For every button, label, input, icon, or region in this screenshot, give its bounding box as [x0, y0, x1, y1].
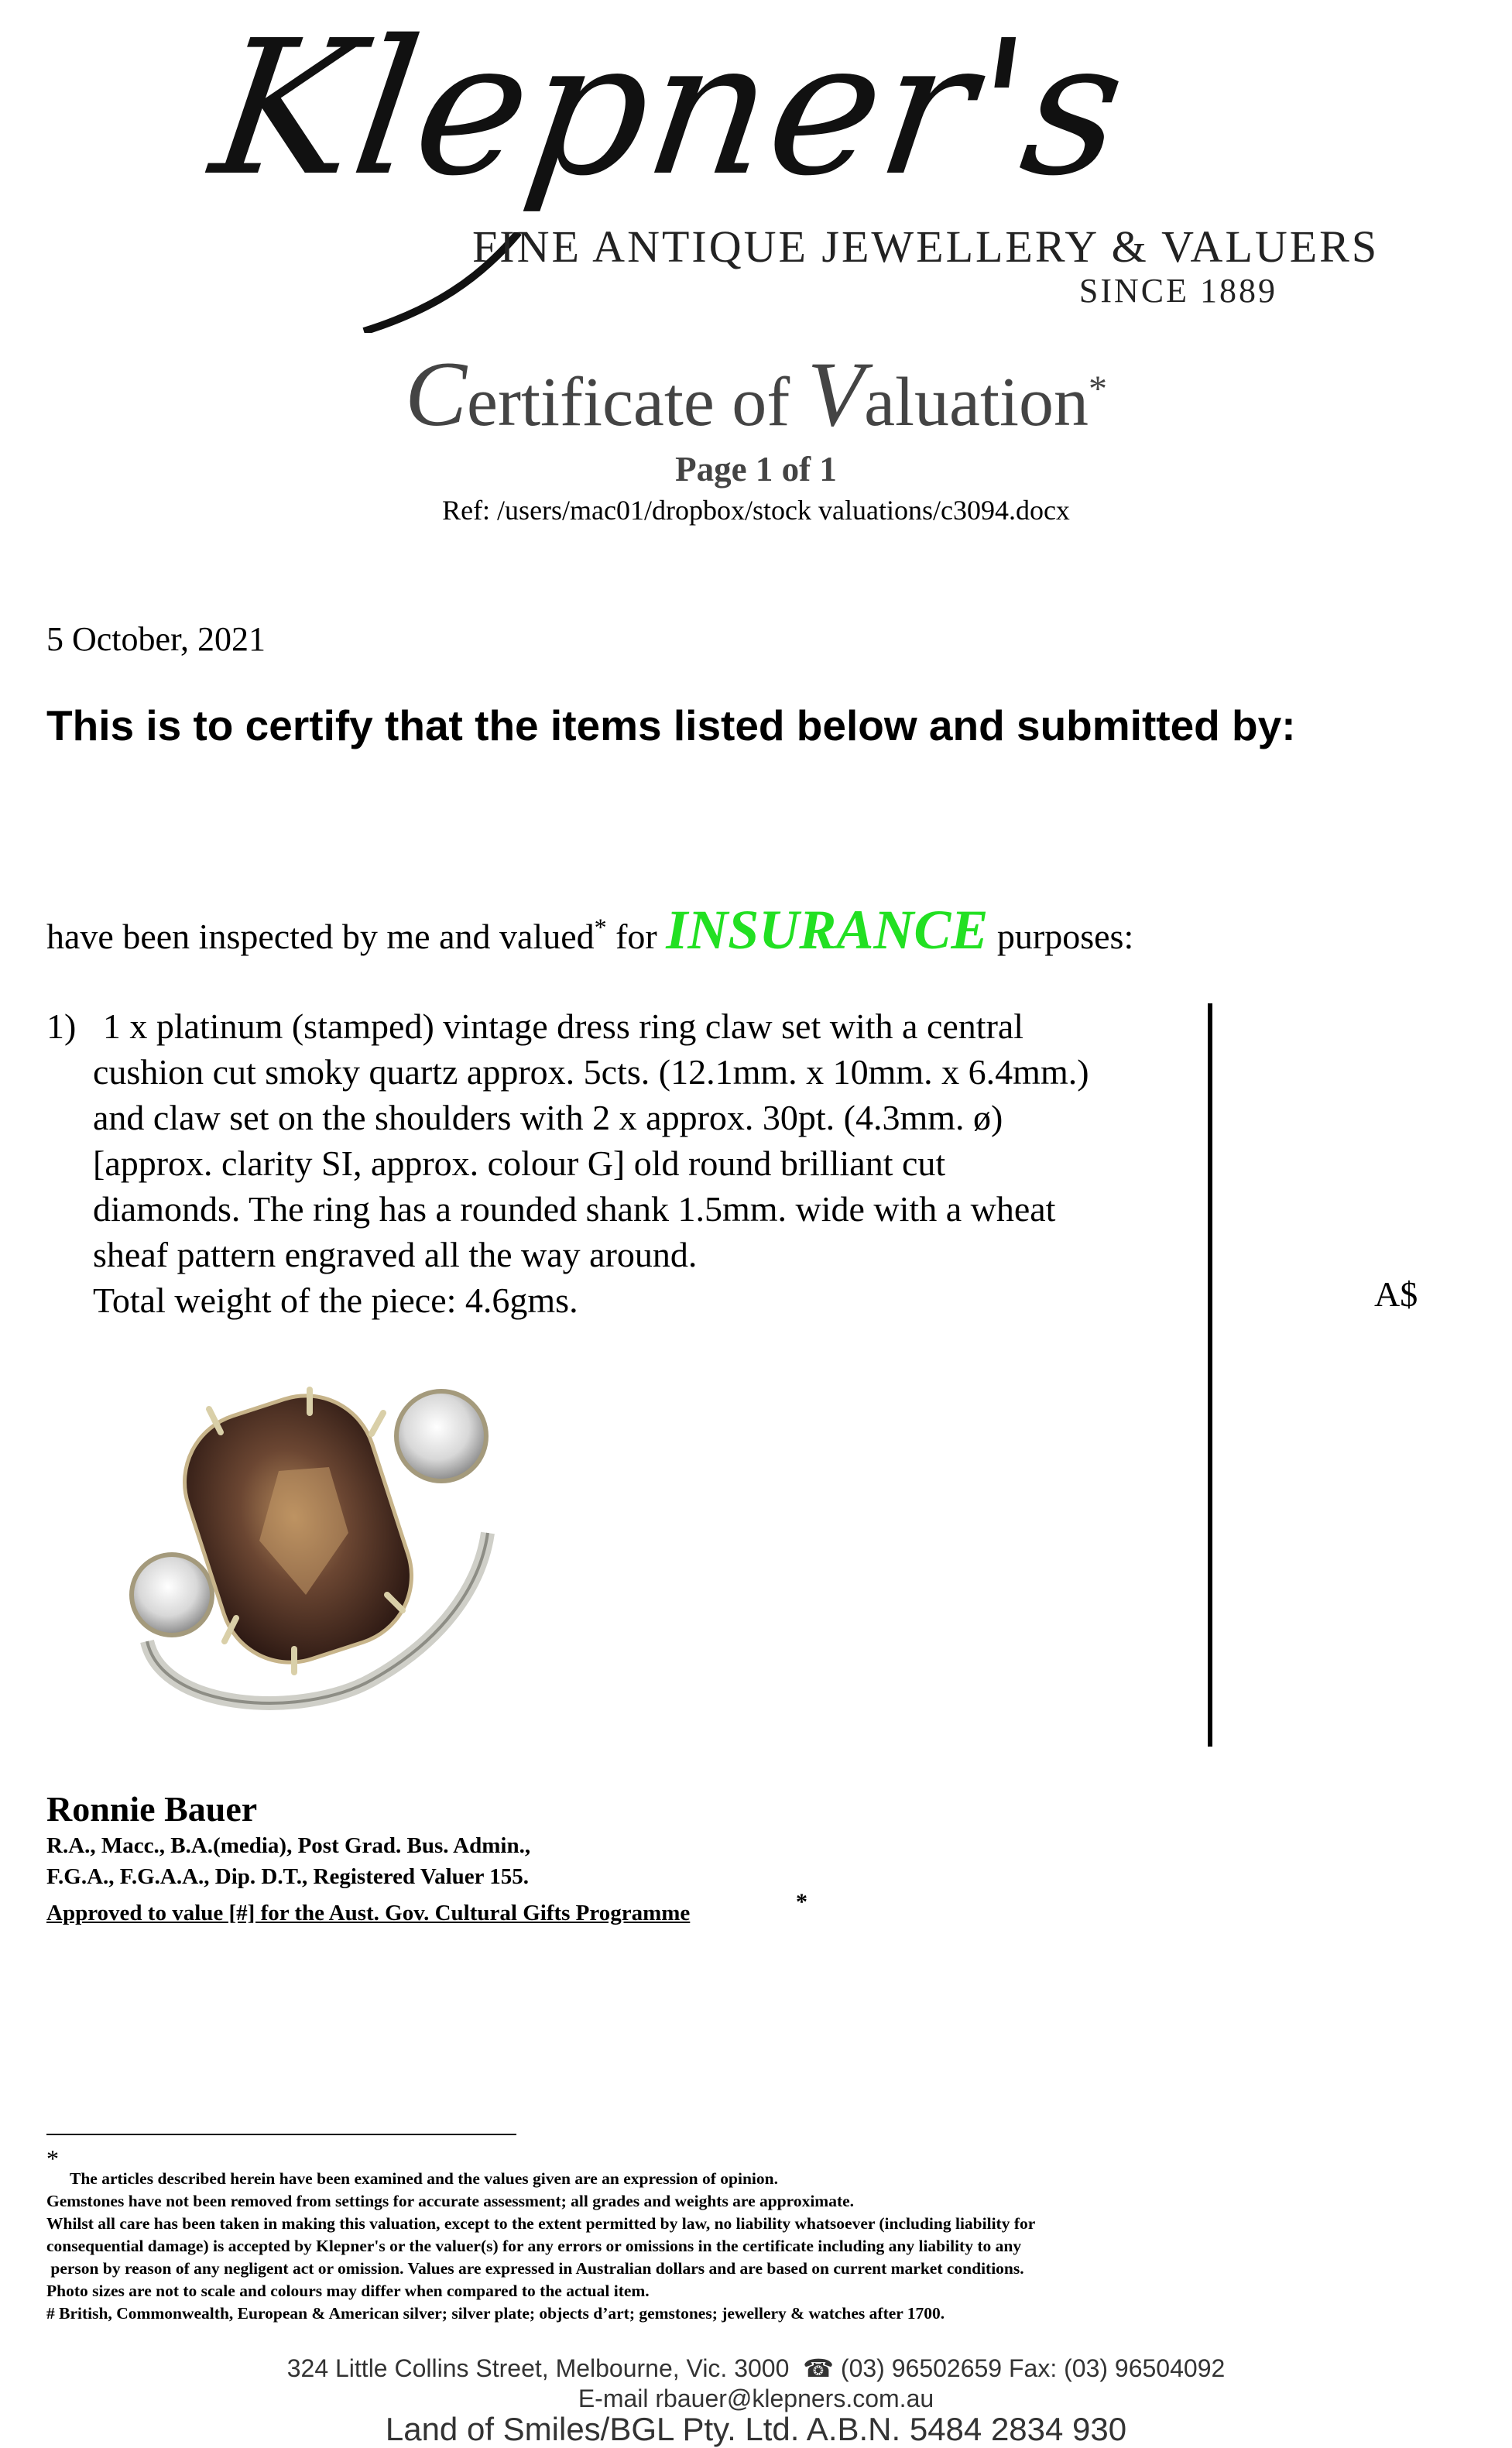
footnote-disclaimer	[46, 2168, 1239, 2325]
item-line: cushion cut smoky quartz approx. 5cts. (12.1mm. x 10mm. x 6.4mm.)	[93, 1052, 1089, 1092]
title-part-2: aluation	[864, 364, 1089, 441]
ring-photo	[116, 1386, 550, 1719]
certify-statement: This is to certify that the items listed below and submitted by:	[46, 701, 1296, 749]
footnote-line: # British, Commonwealth, European & American silver; silver plate; objects d’art; gemstones; jewellery & watches after 1700.	[46, 2304, 945, 2323]
valuer-credentials-line-1: R.A., Macc., B.A.(media), Post Grad. Bus. Admin.,	[46, 1833, 531, 1858]
footnote-divider	[46, 2134, 516, 2135]
footnote-line: Photo sizes are not to scale and colours may differ when compared to the actual item.	[46, 2282, 650, 2300]
logo-since: SINCE 1889	[1078, 272, 1277, 310]
inspected-asterisk: *	[594, 913, 607, 941]
inspected-text: have been inspected by me and valued	[46, 917, 595, 956]
footer-company: Land of Smiles/BGL Pty. Ltd. A.B.N. 5484 2834 930	[385, 2411, 1127, 2447]
footnote-line: Whilst all care has been taken in making this valuation, except to the extent permitted by law, no liability whatsoever (including liability for	[46, 2214, 1036, 2233]
item-line: sheaf pattern engraved all the way around.	[93, 1235, 698, 1274]
item-line: 1) 1 x platinum (stamped) vintage dress ring claw set with a central	[46, 1006, 1024, 1046]
page-number: Page 1 of 1	[675, 450, 837, 489]
document-reference: Ref: /users/mac01/dropbox/stock valuations/c3094.docx	[442, 495, 1070, 526]
approval-statement: Approved to value [#] for the Aust. Gov. Cultural Gifts Programme	[46, 1901, 691, 1925]
title-initial-v: V	[807, 342, 865, 445]
title-part-1: ertificate of	[467, 364, 807, 441]
value-column-divider	[1208, 1003, 1212, 1747]
inspection-statement	[46, 898, 1133, 962]
footnote-line: The articles described herein have been examined and the values given are an expression of opinion.	[70, 2169, 778, 2188]
valuer-credentials-line-2: F.G.A., F.G.A.A., Dip. D.T., Registered Valuer 155.	[46, 1864, 530, 1889]
title-initial-c: C	[405, 342, 468, 445]
footnote-line: consequential damage) is accepted by Klepner's or the valuer(s) for any errors or omissions in the certificate including any liability to any	[46, 2237, 1022, 2255]
inspected-post: purposes:	[988, 917, 1134, 956]
logo-subtitle: FINE ANTIQUE JEWELLERY & VALUERS	[472, 221, 1380, 272]
valuer-name: Ronnie Bauer	[46, 1789, 258, 1829]
valuation-purpose: INSURANCE	[666, 899, 989, 961]
footer-address: 324 Little Collins Street, Melbourne, Vic. 3000 ☎ (03) 96502659 Fax: (03) 96504092	[286, 2354, 1226, 2382]
company-logo	[201, 0, 1380, 341]
certificate-title	[0, 341, 1512, 447]
approval-asterisk: *	[796, 1889, 807, 1915]
certificate-date: 5 October, 2021	[46, 620, 266, 658]
logo-script-text: Klepner's	[201, 0, 1138, 217]
footer-email: E-mail rbauer@klepners.com.au	[578, 2385, 934, 2412]
inspected-for: for	[606, 917, 667, 956]
footnote-asterisk: *	[46, 2145, 59, 2172]
item-description	[46, 1003, 1089, 1323]
item-line: Total weight of the piece: 4.6gms.	[93, 1281, 578, 1320]
footnote-line: Gemstones have not been removed from settings for accurate assessment; all grades and weights are approximate.	[46, 2192, 855, 2210]
currency-label: A$	[1374, 1274, 1418, 1314]
item-line: and claw set on the shoulders with 2 x approx. 30pt. (4.3mm. ø)	[93, 1098, 1003, 1137]
footnote-line: person by reason of any negligent act or omission. Values are expressed in Australian dollars and are based on current market conditions.	[46, 2259, 1024, 2278]
item-line: [approx. clarity SI, approx. colour G] old round brilliant cut	[93, 1143, 946, 1183]
item-line: diamonds. The ring has a rounded shank 1.5mm. wide with a wheat	[93, 1189, 1056, 1229]
title-asterisk: *	[1089, 369, 1107, 410]
